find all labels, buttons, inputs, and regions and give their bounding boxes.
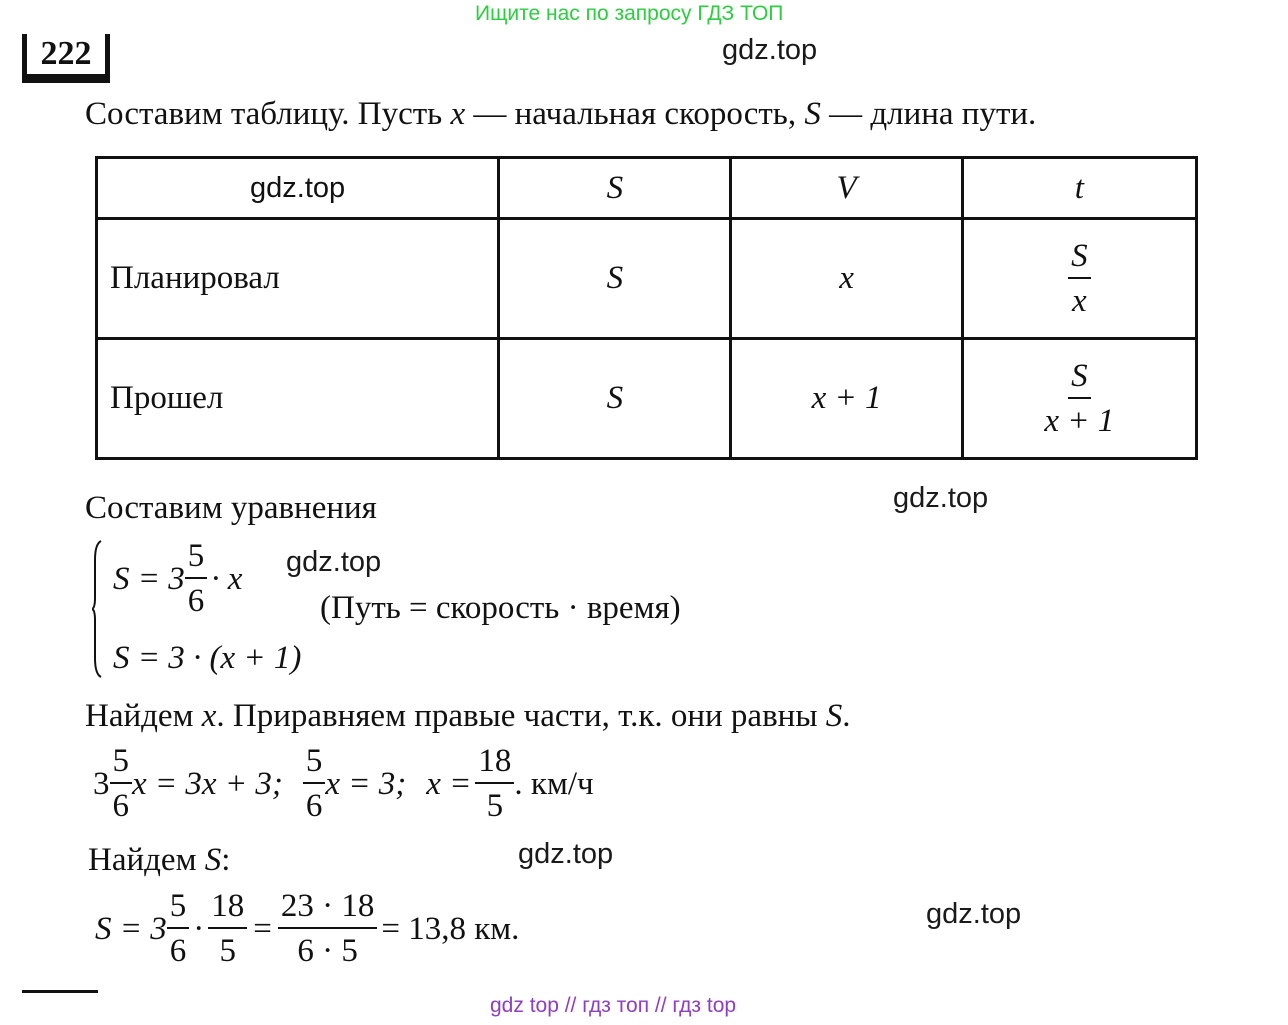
intro-part1: Составим таблицу. Пусть [85,96,451,132]
system-brace [92,540,102,678]
equations-title: Составим уравнения [85,490,377,526]
intro-var-x: x [450,96,466,132]
footer-rule [22,990,98,993]
table-header-row [97,158,1197,219]
fraction: $\frac{5}{6}$ [303,745,326,823]
bottom-banner: gdz top // гдз топ // гдз top [490,994,737,1017]
cell-v: x + 1 [731,339,962,459]
table-header-blank [97,158,499,219]
fraction: $\frac{5}{6}$ [167,890,190,968]
fraction: $\frac{S}{x}$ [1068,240,1091,318]
row-label: Планировал [97,219,499,339]
table-header-s: S [499,158,731,219]
table-row [97,219,1197,339]
intro-part2: — начальная скорость, [465,96,805,132]
fraction: $\frac{S}{x + 1}$ [1044,357,1115,439]
cell-s: S [499,339,731,459]
watermark: gdz.top [893,482,989,514]
data-table [95,156,1198,460]
top-banner: Ищите нас по запросу ГДЗ ТОП [475,2,784,25]
fraction: $\frac{5}{6}$ [185,540,208,618]
fraction: $\frac{18}{5}$ [475,745,514,823]
cell-t [962,339,1196,459]
cell-t [962,219,1196,339]
intro-part3: — длина пути. [820,96,1037,132]
system-eq2: S = 3 · (x + 1) [113,640,302,676]
watermark: gdz.top [518,838,614,870]
fraction: $\frac{18}{5}$ [208,890,247,968]
intro-var-s: S [804,96,821,132]
cell-s: S [499,219,731,339]
intro-text [85,96,1036,133]
fraction: $\frac{5}{6}$ [110,745,133,823]
solve-x-line: 3 $\frac{5}{6}$ x = 3x + 3; $\frac{5}{6}$ x = 3; x = $\frac{18}{5}$ . км/ч [93,743,594,824]
table-row [97,339,1197,459]
table-header-t: t [962,158,1196,219]
table-header-v: V [731,158,962,219]
watermark: gdz.top [926,898,1022,930]
row-label: Прошел [97,339,499,459]
find-s-text: Найдем S: [88,842,231,878]
watermark: gdz.top [286,546,382,578]
find-x-text: Найдем x. Приравняем правые части, т.к. они равны S. [85,698,851,734]
watermark: gdz.top [722,34,818,66]
fraction: $\frac{23 \cdot 18}{6 \cdot 5}$ [278,890,378,968]
cell-v: x [731,219,962,339]
solve-s-line: S = 3 $\frac{5}{6}$ · $\frac{18}{5}$ = $\frac{23 \cdot 18}{6 \cdot 5}$ = 13,8 км. [95,888,520,969]
problem-number: 222 [22,34,110,83]
system-eq1: S = 3 $\frac{5}{6}$ · x [113,538,243,619]
system-note: (Путь = скорость · время) [320,590,681,626]
watermark: gdz.top [250,171,346,204]
